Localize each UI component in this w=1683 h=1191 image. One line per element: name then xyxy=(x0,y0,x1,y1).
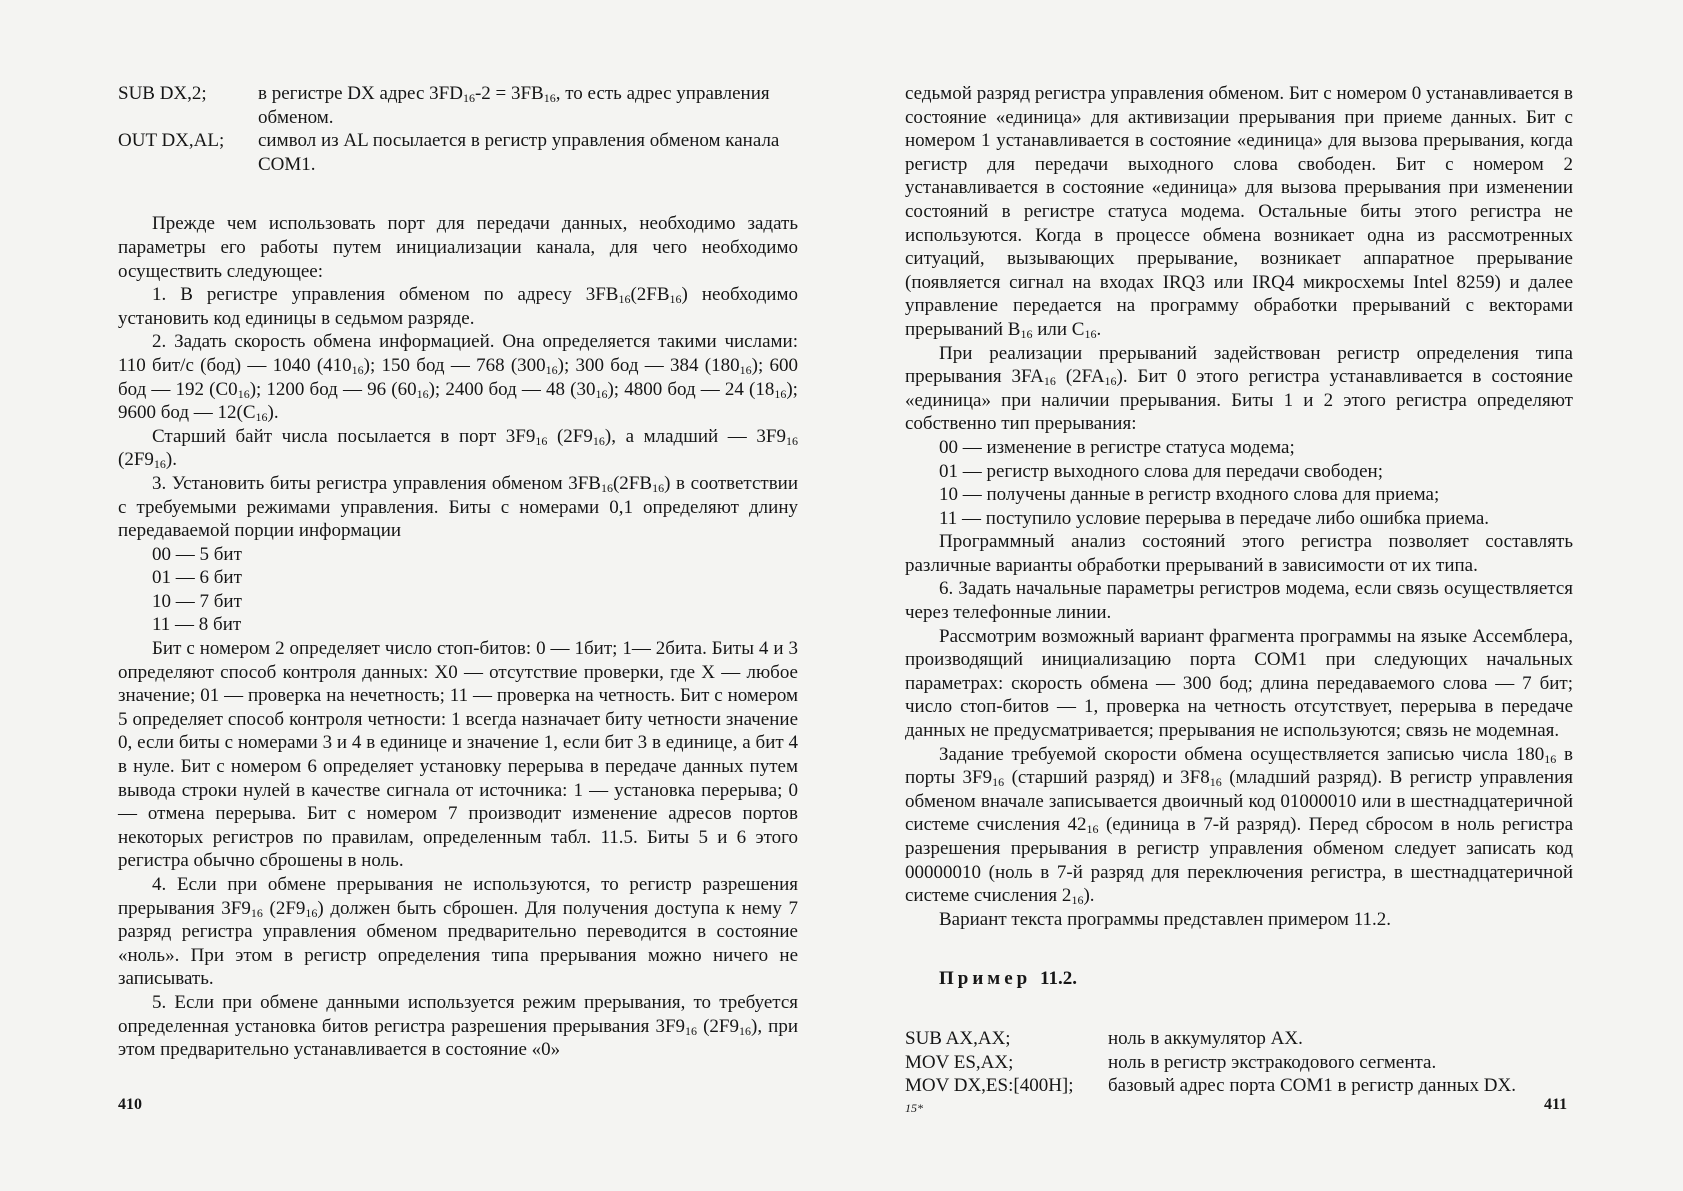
example-heading xyxy=(939,967,1573,991)
list-item: 01 — регистр выходного слова для передачи свободен; xyxy=(939,460,1383,482)
code-comment: ноль в регистр экстракодового сегмента. xyxy=(1108,1051,1437,1073)
bits-length-list xyxy=(152,543,798,637)
paragraph-interrupt-type: При реализации прерываний задействован регистр определения типа прерывания $3FA_{16}$ $(2FA_{16})$. Бит 0 этого регистра устанавливается в состояние «единица» при наличии прерывания. Биты 1 и 2 этого регистра определяют собственно тип прерывания: xyxy=(905,342,1573,435)
list-item: 11 — поступило условие перерыва в передаче либо ошибка приема. xyxy=(939,507,1490,529)
example-number: 11.2. xyxy=(1040,968,1077,990)
list-item: 11 — 8 бит xyxy=(152,614,242,636)
code-comment: ноль в аккумулятор AX. xyxy=(1108,1027,1303,1049)
paragraph-high-byte: Старший байт числа посылается в порт $3F9_{16}$ $(2F9_{16})$, а младший — $3F9_{16}$ $(2F9_{16})$. xyxy=(118,425,798,472)
code-command: SUB DX,2; xyxy=(118,83,207,104)
paragraph-continuation: седьмой разряд регистра управления обменом. Бит с номером 0 устанавливается в состояние «единица» для активизации прерывания при приеме данных. Бит с номером 1 устанавливается в состояние «единица» для вызова прерывания, когда регистр для передачи выходного слова свободен. Бит с номером 2 устанавливается в состояние «единица» для вызова прерывания при изменении состояний в регистре статуса модема. Остальные биты этого регистра не используются. Когда в процессе обмена возникает одна из рассмотренных ситуаций, вызывающих прерывание, возникает аппаратное прерывание (появляется сигнал на входах IRQ3 или IRQ4 микросхемы Intel 8259) и далее управление передается на программу обработки прерываний с векторами прерываний $B_{16}$ или $C_{16}$. xyxy=(905,83,1573,341)
code-comment: символ из AL посылается в регистр управления обменом канала COM1. xyxy=(258,130,780,175)
paragraph-example-ref: Вариант текста программы представлен примером 11.2. xyxy=(939,908,1392,930)
paragraph-bit-settings: Бит с номером 2 определяет число стоп-битов: 0 — 1бит; 1— 2бита. Биты 4 и 3 определяют способ контроля данных: X0 — отсутствие проверки, где X — любое значение; 01 — проверка на нечетность; 11 — проверка на четность. Бит с номером 5 определяет способ контроля четности: 1 всегда назначает биту четности значение 0, если биты с номерами 3 и 4 в единице и значение 1, если бит 3 в единице, а бит 4 в нуле. Бит с номером 6 определяет установку перерыва в передаче данных путем вывода строки нулей в качестве сигнала от источника: 1 — установка перерыва; 0 — отмена перерыва. Бит с номером 7 производит изменение адресов портов некоторых регистров по правилам, определенным табл. 11.5. Биты 5 и 6 этого регистра обычно сброшены в ноль. xyxy=(118,638,798,872)
page-number-left: 410 xyxy=(118,1096,142,1113)
right-page xyxy=(905,82,1573,1098)
paragraph-analysis: Программный анализ состояний этого регистра позволяет составлять различные варианты обработки прерываний в зависимости от их типа. xyxy=(905,531,1573,576)
page-number-right: 411 xyxy=(1544,1096,1568,1113)
paragraph-step-5: 5. Если при обмене данными используется режим прерывания, то требуется определенная установка битов регистра разрешения прерывания $3F9_{16}$ $(2F9_{16})$, при этом предварительно устанавливается в состояние «0» xyxy=(118,991,798,1061)
code-command: OUT DX,AL; xyxy=(118,130,225,152)
paragraph-speed-setting: Задание требуемой скорости обмена осуществляется записью числа $180_{16}$ в порты $3F9_{16}$ (старший разряд) и $3F8_{16}$ (младший разряд). В регистр управления обменом вначале записывается двоичный код 01000010 или в шестнадцатеричной системе счисления $42_{16}$ (единица в 7-й разряд). Перед сбросом в ноль регистра разрешения прерывания в регистр управления обменом следует записать код 00000010 (ноль в 7-й разряд для переключения регистра, в шестнадцатеричной системе счисления $2_{16}$). xyxy=(905,743,1574,908)
list-item: 10 — получены данные в регистр входного слова для приема; xyxy=(939,484,1440,506)
example-label: Пример xyxy=(939,968,1032,990)
code-block-example xyxy=(905,1027,1573,1098)
paragraph-step-4: 4. Если при обмене прерывания не используются, то регистр разрешения прерывания $3F9_{16}$ $(2F9_{16})$ должен быть сброшен. Для получения доступа к нему 7 разряд регистра управления обменом предварительно переводится в состояние «ноль». При этом в регистр определения типа прерывания можно ничего не записывать. xyxy=(118,874,798,990)
list-item: 10 — 7 бит xyxy=(152,590,242,612)
code-command: SUB AX,AX; xyxy=(905,1027,1011,1049)
code-comment: базовый адрес порта COM1 в регистр данных DX. xyxy=(1108,1075,1516,1097)
interrupt-types-list xyxy=(939,436,1573,530)
paragraph-intro: Прежде чем использовать порт для передачи данных, необходимо задать параметры его работы путем инициализации канала, для чего необходимо осуществить следующее: xyxy=(118,213,798,282)
paragraph-step-6: 6. Задать начальные параметры регистров модема, если связь осуществляется через телефонные линии. xyxy=(905,578,1573,624)
code-block-top xyxy=(118,82,798,176)
paragraph-step-2: 2. Задать скорость обмена информацией. Она определяется такими числами: 110 бит/с (бод) — 1040 $(410_{16})$; 150 бод — 768 $(300_{16})$; 300 бод — 384 $(180_{16})$; 600 бод — 192 $(C0_{16})$; 1200 бод — 96 $(60_{16})$; 2400 бод — 48 $(30_{16})$; 4800 бод — 24 $(18_{16})$; 9600 бод — $12(C_{16})$. xyxy=(118,331,798,425)
list-item: 00 — 5 бит xyxy=(152,543,242,565)
paragraph-step-3: 3. Установить биты регистра управления обменом $3FB_{16}(2FB_{16})$ в соответствии с требуемыми режимами управления. Биты с номерами 0,1 определяют длину передаваемой порции информации xyxy=(118,472,799,542)
signature-mark: 15* xyxy=(905,1101,923,1115)
paragraph-step-1: 1. В регистре управления обменом по адресу $3FB_{16}(2FB_{16})$ необходимо установить код единицы в седьмом разряде. xyxy=(118,284,798,329)
code-comment: в регистре DX адрес $3FD_{16}-2 = 3FB_{16}$, то есть адрес управления обменом. xyxy=(258,83,770,128)
left-page xyxy=(118,82,798,1062)
list-item: 01 — 6 бит xyxy=(152,567,242,589)
list-item: 00 — изменение в регистре статуса модема; xyxy=(939,436,1295,458)
code-command: MOV DX,ES:[400H]; xyxy=(905,1075,1074,1097)
paragraph-example-intro: Рассмотрим возможный вариант фрагмента программы на языке Ассемблера, производящий инициализацию порта COM1 при следующих начальных параметрах: скорость обмена — 300 бод; длина передаваемого слова — 7 бит; число стоп-битов — 1, проверка на четность отсутствует, перерыва в передаче данных не предусматривается; прерывания не используются; связь не модемная. xyxy=(905,625,1573,742)
code-command: MOV ES,AX; xyxy=(905,1051,1014,1073)
